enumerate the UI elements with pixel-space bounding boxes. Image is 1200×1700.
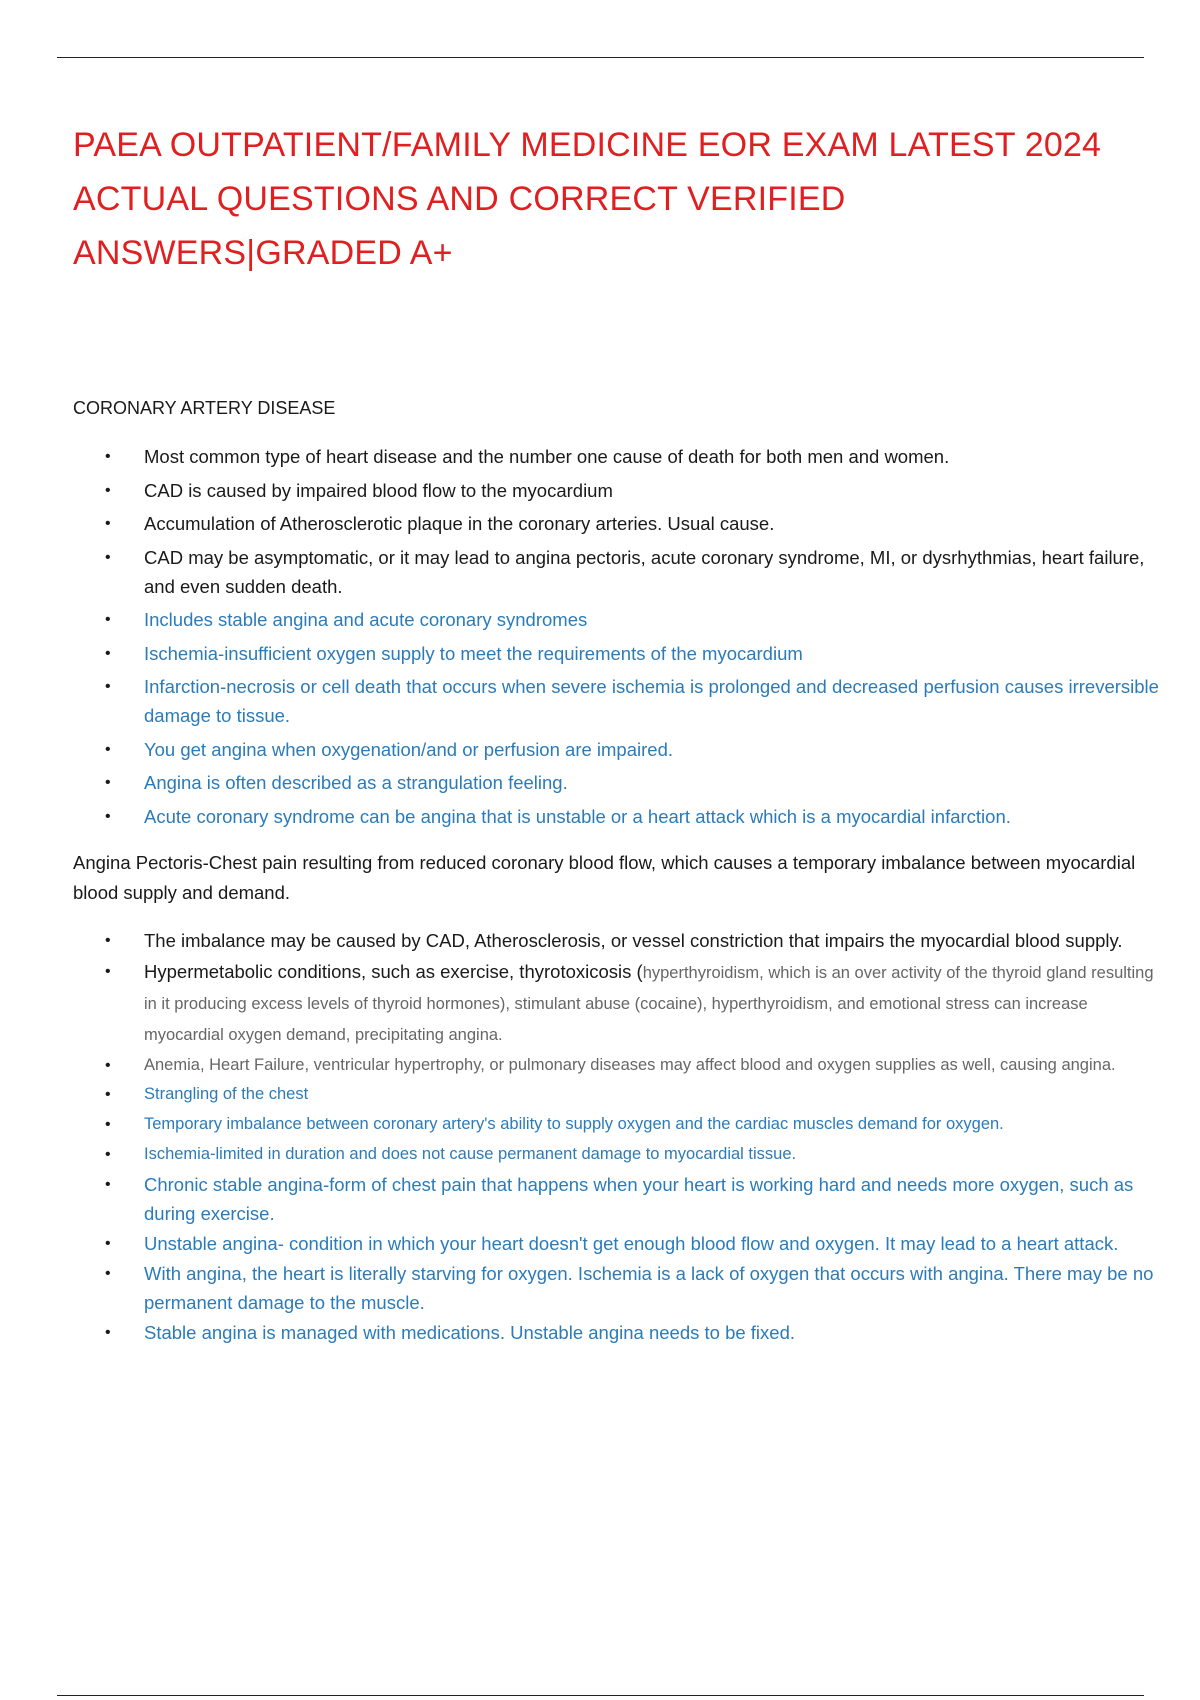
list-item: • CAD is caused by impaired blood flow to the myocardium: [100, 476, 1160, 505]
list-item: • Most common type of heart disease and the number one cause of death for both men and women.: [100, 442, 1160, 471]
bottom-rule: [57, 1695, 1144, 1696]
cad-bullet-list: [100, 442, 1160, 835]
angina-bullet-list: [100, 926, 1160, 1348]
list-item: [100, 957, 1160, 1050]
top-rule: [57, 57, 1144, 58]
list-item: • Anemia, Heart Failure, ventricular hypertrophy, or pulmonary diseases may affect blood and oxygen supplies as well, causing angina.: [100, 1052, 1160, 1079]
document-title: PAEA OUTPATIENT/FAMILY MEDICINE EOR EXAM LATEST 2024 ACTUAL QUESTIONS AND CORRECT VERIFIED ANSWERS|GRADED A+: [73, 126, 1102, 272]
list-item: • Ischemia-limited in duration and does not cause permanent damage to myocardial tissue.: [100, 1140, 1160, 1169]
list-item-aside: hyperthyroidism, which is an over activity of the thyroid gland resulting in it producing excess levels of thyroid hormones), stimulant abuse (cocaine), hyperthyroidism, and emotional stress can increase myocardial oxygen demand, precipitating angina.: [144, 964, 1154, 1044]
angina-paragraph: Angina Pectoris-Chest pain resulting from reduced coronary blood flow, which causes a temporary imbalance between myocardial blood supply and demand.: [73, 852, 1136, 903]
list-item: • Acute coronary syndrome can be angina that is unstable or a heart attack which is a myocardial infarction.: [100, 802, 1160, 831]
list-item: • Strangling of the chest: [100, 1080, 1160, 1109]
list-item: • Infarction-necrosis or cell death that occurs when severe ischemia is prolonged and decreased perfusion causes irreversible damage to tissue.: [100, 672, 1160, 730]
list-item: • Ischemia-insufficient oxygen supply to meet the requirements of the myocardium: [100, 639, 1160, 668]
list-item: • Stable angina is managed with medications. Unstable angina needs to be fixed.: [100, 1318, 1160, 1347]
list-item: • With angina, the heart is literally starving for oxygen. Ischemia is a lack of oxygen that occurs with angina. There may be no permanent damage to the muscle.: [100, 1259, 1160, 1317]
list-item: • Angina is often described as a strangulation feeling.: [100, 768, 1160, 797]
list-item: • Temporary imbalance between coronary artery's ability to supply oxygen and the cardiac muscles demand for oxygen.: [100, 1110, 1160, 1139]
section-heading: CORONARY ARTERY DISEASE: [73, 398, 336, 418]
list-item-lead: Hypermetabolic conditions, such as exercise, thyrotoxicosis (: [144, 961, 643, 982]
list-item: • Includes stable angina and acute coronary syndromes: [100, 605, 1160, 634]
list-item: • Unstable angina- condition in which your heart doesn't get enough blood flow and oxygen. It may lead to a heart attack.: [100, 1229, 1160, 1258]
list-item: • Accumulation of Atherosclerotic plaque in the coronary arteries. Usual cause.: [100, 509, 1160, 538]
list-item: • You get angina when oxygenation/and or perfusion are impaired.: [100, 735, 1160, 764]
list-item: • The imbalance may be caused by CAD, Atherosclerosis, or vessel constriction that impairs the myocardial blood supply.: [100, 926, 1160, 955]
list-item: • CAD may be asymptomatic, or it may lead to angina pectoris, acute coronary syndrome, MI, or dysrhythmias, heart failure, and even sudden death.: [100, 543, 1160, 601]
list-item: • Chronic stable angina-form of chest pain that happens when your heart is working hard and needs more oxygen, such as during exercise.: [100, 1170, 1160, 1228]
